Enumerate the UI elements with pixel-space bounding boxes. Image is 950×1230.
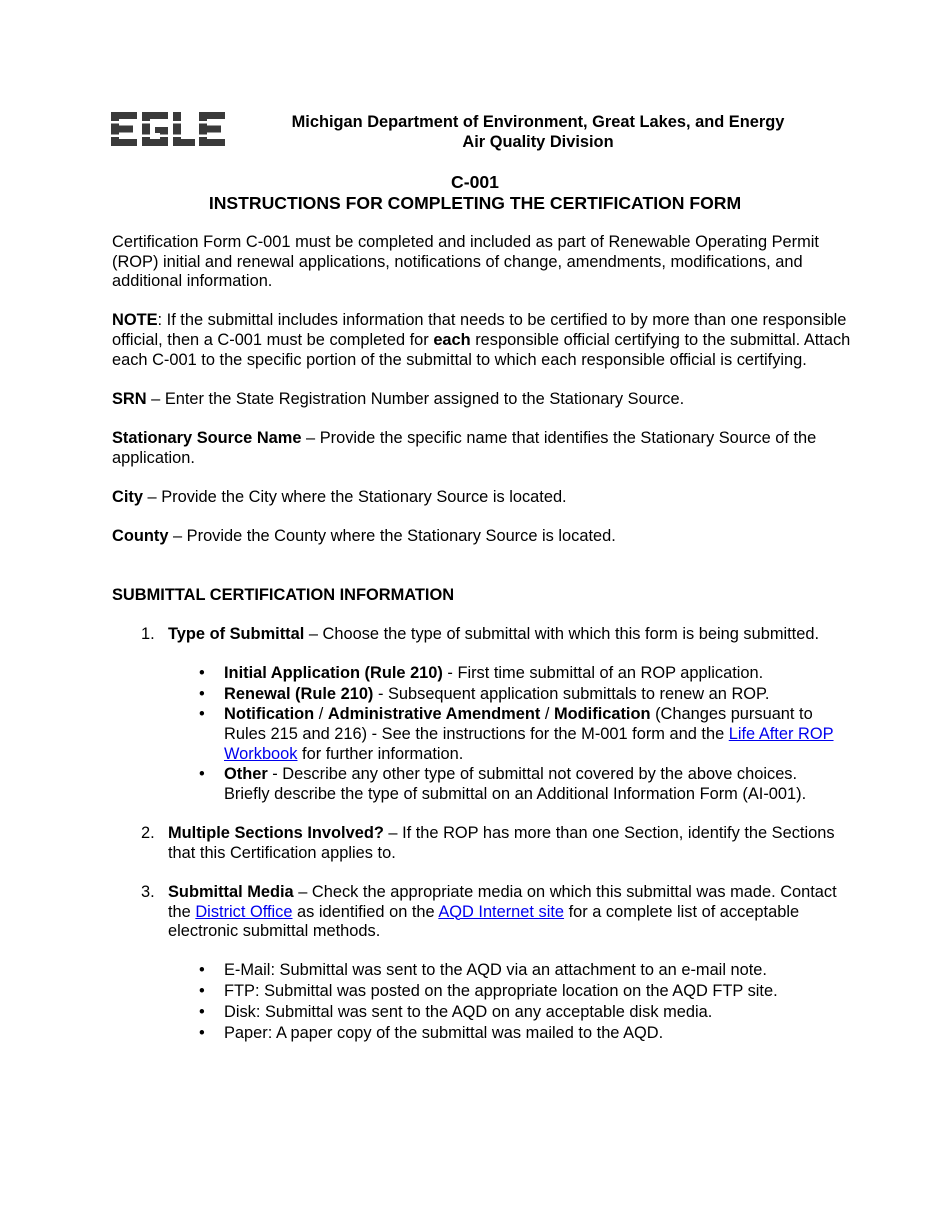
form-number: C-001 bbox=[451, 172, 499, 192]
aqd-internet-site-link[interactable]: AQD Internet site bbox=[438, 902, 565, 921]
bullet-text: for further information. bbox=[297, 744, 464, 763]
item-label: Type of Submittal bbox=[168, 624, 305, 643]
field-description: – Enter the State Registration Number assigned to the Stationary Source. bbox=[146, 389, 685, 408]
field-source-name bbox=[112, 429, 842, 468]
item-text bbox=[168, 883, 837, 940]
document-title bbox=[0, 172, 950, 214]
life-after-rop-workbook-link[interactable]: Life After ROP Workbook bbox=[224, 725, 834, 763]
bullet-email: • E-Mail: Submittal was sent to the AQD via an attachment to an e-mail note. bbox=[168, 961, 842, 981]
intro-paragraph: Certification Form C-001 must be completed and included as part of Renewable Operating Permit (ROP) initial and renewal applications, notifications of change, amendments, modifications, and additional information. bbox=[112, 233, 819, 291]
field-label: SRN bbox=[112, 389, 147, 408]
field-description: – Provide the specific name that identifies the Stationary Source of the application. bbox=[112, 428, 817, 467]
bullet-initial-application bbox=[168, 664, 842, 684]
bullet-label: Other bbox=[224, 765, 268, 784]
egle-logo bbox=[111, 112, 225, 146]
bullet-separator: / bbox=[540, 705, 554, 724]
submittal-media-list bbox=[168, 961, 842, 1043]
item-description: – Choose the type of submittal with which this form is being submitted. bbox=[304, 624, 820, 643]
bullet-label: Administrative Amendment bbox=[327, 705, 541, 724]
submittal-type-list bbox=[168, 664, 842, 805]
field-srn bbox=[112, 390, 842, 410]
bullet-text: (Changes pursuant to Rules 215 and 216) - See the instructions for the M-001 form and the bbox=[224, 705, 813, 744]
field-label: City bbox=[112, 487, 143, 506]
item-description: as identified on the bbox=[292, 902, 439, 921]
bullet-text: - First time submittal of an ROP application. bbox=[442, 663, 764, 682]
bullet-renewal bbox=[168, 685, 842, 705]
note-text-1: : If the submittal includes information that needs to be certified to by more than one responsible official, then a C-001 must be completed for bbox=[112, 311, 847, 349]
field-description: – Provide the County where the Stationary Source is located. bbox=[168, 526, 616, 545]
form-title: INSTRUCTIONS FOR COMPLETING THE CERTIFICATION FORM bbox=[208, 193, 742, 213]
agency-name: Michigan Department of Environment, Great Lakes, and Energy bbox=[291, 113, 785, 131]
note-bold-word: each bbox=[433, 330, 471, 349]
field-description: – Provide the City where the Stationary Source is located. bbox=[142, 487, 567, 506]
bullet-label: Renewal (Rule 210) bbox=[224, 684, 374, 703]
bullet-label: Modification bbox=[554, 705, 651, 724]
bullet-other bbox=[168, 765, 842, 804]
field-label: Stationary Source Name bbox=[112, 428, 302, 447]
list-item-submittal-media bbox=[112, 883, 842, 1043]
document-body bbox=[112, 233, 851, 1063]
section-heading: SUBMITTAL CERTIFICATION INFORMATION bbox=[112, 585, 455, 604]
item-text bbox=[168, 625, 819, 643]
field-label: County bbox=[112, 526, 169, 545]
instruction-list bbox=[112, 625, 842, 1044]
list-item-multiple-sections bbox=[112, 824, 842, 863]
bullet-text: - Subsequent application submittals to renew an ROP. bbox=[373, 684, 770, 703]
list-item-type-of-submittal bbox=[112, 625, 842, 805]
field-city bbox=[112, 488, 842, 508]
bullet-separator: / bbox=[314, 705, 328, 724]
item-number: 2. bbox=[141, 824, 155, 843]
item-number: 3. bbox=[141, 882, 155, 901]
item-text bbox=[168, 824, 835, 862]
bullet-paper: • Paper: A paper copy of the submittal was mailed to the AQD. bbox=[168, 1024, 842, 1044]
district-office-link[interactable]: District Office bbox=[195, 902, 293, 921]
field-county bbox=[112, 527, 842, 547]
item-description: for a complete list of acceptable electronic submittal methods. bbox=[168, 902, 800, 941]
bullet-text: - Describe any other type of submittal not covered by the above choices. Briefly describe the type of submittal on an Additional Information Form (AI-001). bbox=[224, 765, 807, 803]
item-description: – If the ROP has more than one Section, identify the Sections that this Certification applies to. bbox=[168, 824, 835, 862]
bullet-notification bbox=[168, 705, 842, 764]
bullet-ftp: • FTP: Submittal was posted on the appropriate location on the AQD FTP site. bbox=[168, 982, 842, 1002]
division-name: Air Quality Division bbox=[462, 132, 614, 151]
item-description: – Check the appropriate media on which this submittal was made. Contact the bbox=[168, 882, 837, 921]
item-label: Multiple Sections Involved? bbox=[168, 824, 384, 843]
bullet-label: Notification bbox=[224, 705, 315, 724]
note-paragraph bbox=[112, 311, 872, 370]
item-label: Submittal Media bbox=[168, 882, 294, 901]
agency-header bbox=[240, 113, 836, 152]
bullet-disk: • Disk: Submittal was sent to the AQD on any acceptable disk media. bbox=[168, 1003, 842, 1023]
note-text-2: responsible official certifying to the submittal. Attach each C-001 to the specific portion of the submittal to which each responsible official is certifying. bbox=[112, 330, 851, 369]
item-number: 1. bbox=[141, 624, 155, 643]
bullet-label: Initial Application (Rule 210) bbox=[224, 663, 443, 682]
note-label: NOTE bbox=[112, 311, 158, 330]
